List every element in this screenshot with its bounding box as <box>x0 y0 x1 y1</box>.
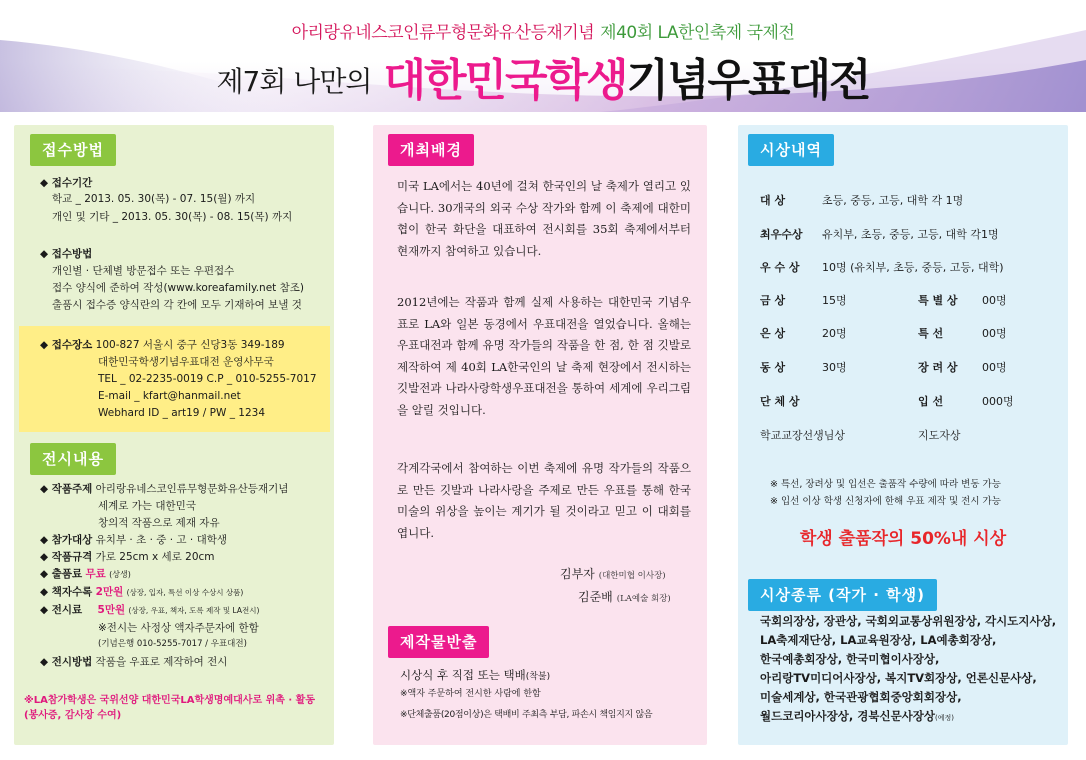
fee-title: ◆ 출품료 <box>40 568 83 580</box>
display-title: ◆ 전시료 <box>40 604 83 616</box>
reception-method <box>40 247 330 312</box>
prize-tag: 시상내역 <box>748 134 834 166</box>
sponsor-list <box>760 612 1058 728</box>
prize-note: ※ 입선 이상 학생 신청자에 한해 우표 제작 및 전시 가능 <box>770 496 1001 507</box>
size-title: ◆ 작품규격 <box>40 551 93 563</box>
place-line: TEL _ 02-2235-0019 C.P _ 010-5255-7017 <box>98 373 317 385</box>
place-line: E-mail _ kfart@hanmail.net <box>98 390 241 402</box>
method-line: 접수 양식에 준하여 작성(www.koreafamily.net 참조) <box>52 282 304 294</box>
essay-paragraph-2: 2012년에는 작품과 함께 실제 사용하는 대한민국 기념우표로 LA와 일본 동경에서 우표대전을 열었습니다. 올해는 우표대전과 함께 유명 작가들의 작품을 한 점, 한 점 깃발로 제작하여 제 40회 LA한국인의 날 축제 현장에서 전시하는 깃발전과 나라사랑학생우표대전을 통하여 세계에 우리그림을 알릴 것입니다. <box>397 295 691 417</box>
essay-paragraph-3: 각계각국에서 참여하는 이번 축제에 유명 작가들의 작품으로 만든 깃발과 나라사랑을 주제로 만든 우표를 통해 한국 미술의 위상을 높이는 계기가 될 것이라고 믿고 이 대회를 엽니다. <box>397 461 691 540</box>
prize-value: 00명 <box>982 327 1007 340</box>
sponsor-note: (예정) <box>935 714 955 722</box>
production-tag: 제작물반출 <box>388 626 489 658</box>
prize-value: 10명 (유치부, 초등, 중등, 고등, 대학) <box>822 261 1004 274</box>
display-value: 5만원 <box>97 604 126 616</box>
reception-tag: 접수방법 <box>30 134 116 166</box>
prize-name: 특 선 <box>918 327 944 340</box>
prize-name: 지도자상 <box>918 429 961 442</box>
fee-note: (상생) <box>109 570 131 579</box>
target-value: 유치부 · 초 · 중 · 고 · 대학생 <box>95 534 227 546</box>
method-title: ◆ 접수방법 <box>40 248 93 260</box>
book-value: 2만원 <box>95 586 124 598</box>
note-line: ※LA참가학생은 국위선양 대한민국LA학생명예대사로 위촉 · 활동 <box>24 695 315 706</box>
title-highlight: 대한민국학생 <box>383 55 627 106</box>
prize-value: 초등, 중등, 고등, 대학 각 1명 <box>822 194 964 207</box>
prize-row <box>760 393 1014 409</box>
prize-row <box>760 427 961 443</box>
production-details <box>400 668 700 722</box>
period-line: 개인 및 기타 _ 2013. 05. 30(목) - 08. 15(목) 까지 <box>52 211 293 223</box>
background-tag: 개최배경 <box>388 134 474 166</box>
method-line: 출품시 접수증 양식란의 각 칸에 모두 기재하여 보낼 것 <box>52 299 302 311</box>
title-prefix: 제7회 나만의 <box>216 65 372 98</box>
prize-name: 금 상 <box>760 294 786 307</box>
prize-name: 장 려 상 <box>918 361 958 374</box>
signature-2 <box>578 588 671 605</box>
prod-main-note: (착불) <box>525 672 551 682</box>
essay-paragraph-1: 미국 LA에서는 40년에 걸쳐 한국인의 날 축제가 열리고 있습니다. 30개국의 외국 수상 작가와 함께 이 축제에 대한미협이 한국 화단을 대표하여 전시회를 35회 축제에서부터 현재까지 참여하고 있습니다. <box>397 179 691 258</box>
signer-name: 김준배 <box>578 590 613 604</box>
title-suffix: 기념우표대전 <box>626 55 870 106</box>
prize-value: 30명 <box>822 361 847 374</box>
prod-note: ※단체출품(20점이상)은 택배비 주최측 부담, 파손시 책임지지 않음 <box>400 710 653 720</box>
prize-note: ※ 특선, 장려상 및 입선은 출품작 수량에 따라 변동 가능 <box>770 479 1001 490</box>
theme-value: 아리랑유네스코인류무형문화유산등재기념 <box>95 483 289 495</box>
la-student-note <box>24 693 324 723</box>
method-line: 개인별 · 단체별 방문접수 또는 우편접수 <box>52 265 235 277</box>
prize-row <box>760 192 963 208</box>
prize-name: 우 수 상 <box>760 261 800 274</box>
signature-1 <box>560 565 666 582</box>
period-line: 학교 _ 2013. 05. 30(목) - 07. 15(월) 까지 <box>52 193 256 205</box>
subtitle-festival: 제40회 LA한인축제 국제전 <box>600 23 795 43</box>
signer-role: (대한미협 이사장) <box>598 571 666 581</box>
prize-value: 000명 <box>982 395 1014 408</box>
method2-title: ◆ 전시방법 <box>40 656 93 668</box>
prize-name: 단 체 상 <box>760 395 800 408</box>
prod-main: 시상식 후 직접 또는 택배 <box>400 668 526 682</box>
prize-name: 은 상 <box>760 327 786 340</box>
sponsor-text: 국회의장상, 장관상, 국회외교통상위원장상, 각시도지사상, LA축제재단상, LA교육원장상, LA예총회장상, 한국예총회장상, 한국미협이사장상, 아리랑TV미디어사장상, 복지TV회장상, 언론신문사상,미술세계상, 한국관광협회중앙회회장상, 월드코리아사장상, 경북신문사장상 <box>760 614 1057 723</box>
place-address: 100-827 서울시 중구 신당3동 349-189 <box>95 339 285 351</box>
place-line: 대한민국학생기념우표대전 운영사무국 <box>98 356 274 368</box>
prize-kinds-tag: 시상종류 (작가 · 학생) <box>748 579 937 611</box>
signer-name: 김부자 <box>560 567 595 581</box>
prize-name: 특 별 상 <box>918 294 958 307</box>
exhibit-tag: 전시내용 <box>30 443 116 475</box>
display-line: ※전시는 사정상 액자주문자에 한함 <box>98 622 259 634</box>
prize-row <box>760 359 1007 375</box>
prize-row <box>760 259 1004 275</box>
book-note: (상장, 입자, 특선 이상 수상시 상품) <box>126 588 244 597</box>
period-title: ◆ 접수기간 <box>40 177 93 189</box>
fee-value: 무료 <box>85 568 106 580</box>
prize-value: 유치부, 초등, 중등, 고등, 대학 각1명 <box>822 228 999 241</box>
method2-value: 작품을 우표로 제작하여 전시 <box>95 656 228 668</box>
reception-period <box>40 176 330 224</box>
prize-row <box>760 226 999 242</box>
target-title: ◆ 참가대상 <box>40 534 93 546</box>
prize-name: 대 상 <box>760 194 786 207</box>
place-line: Webhard ID _ art19 / PW _ 1234 <box>98 407 266 419</box>
prize-name: 입 선 <box>918 395 944 408</box>
theme-line: 세계로 가는 대한민국 <box>98 500 196 512</box>
prize-name: 학교교장선생님상 <box>760 429 846 442</box>
header-banner <box>0 0 1086 112</box>
prize-row <box>760 325 1007 341</box>
prod-note: ※액자 주문하여 전시한 사람에 한함 <box>400 689 541 699</box>
book-title: ◆ 책자수록 <box>40 586 93 598</box>
theme-line: 창의적 작품으로 제재 자유 <box>98 517 220 529</box>
size-value: 가로 25cm x 세로 20cm <box>95 551 215 563</box>
note-line: (봉사증, 감사장 수여) <box>24 710 122 721</box>
reception-place <box>40 338 330 420</box>
page-title <box>0 44 1086 108</box>
prize-value: 20명 <box>822 327 847 340</box>
prize-value: 00명 <box>982 294 1007 307</box>
theme-title: ◆ 작품주제 <box>40 483 93 495</box>
display-note: (상장, 우표, 책자, 도록 제작 및 LA전시) <box>128 606 260 615</box>
exhibit-details <box>40 482 332 669</box>
prize-row <box>760 292 1007 308</box>
prize-value: 00명 <box>982 361 1007 374</box>
place-title: ◆ 접수장소 <box>40 339 93 351</box>
display-line: (기념은행 010-5255-7017 / 우표대전) <box>98 639 247 649</box>
prize-name: 최우수상 <box>760 228 803 241</box>
prize-highlight: 학생 출품작의 50%내 시상 <box>799 529 1007 549</box>
signer-role: (LA예술 회장) <box>616 594 671 604</box>
prize-value: 15명 <box>822 294 847 307</box>
subtitle-commemoration: 아리랑유네스코인류무형문화유산등재기념 <box>291 23 595 43</box>
prize-name: 동 상 <box>760 361 786 374</box>
header-subtitle <box>0 18 1086 43</box>
